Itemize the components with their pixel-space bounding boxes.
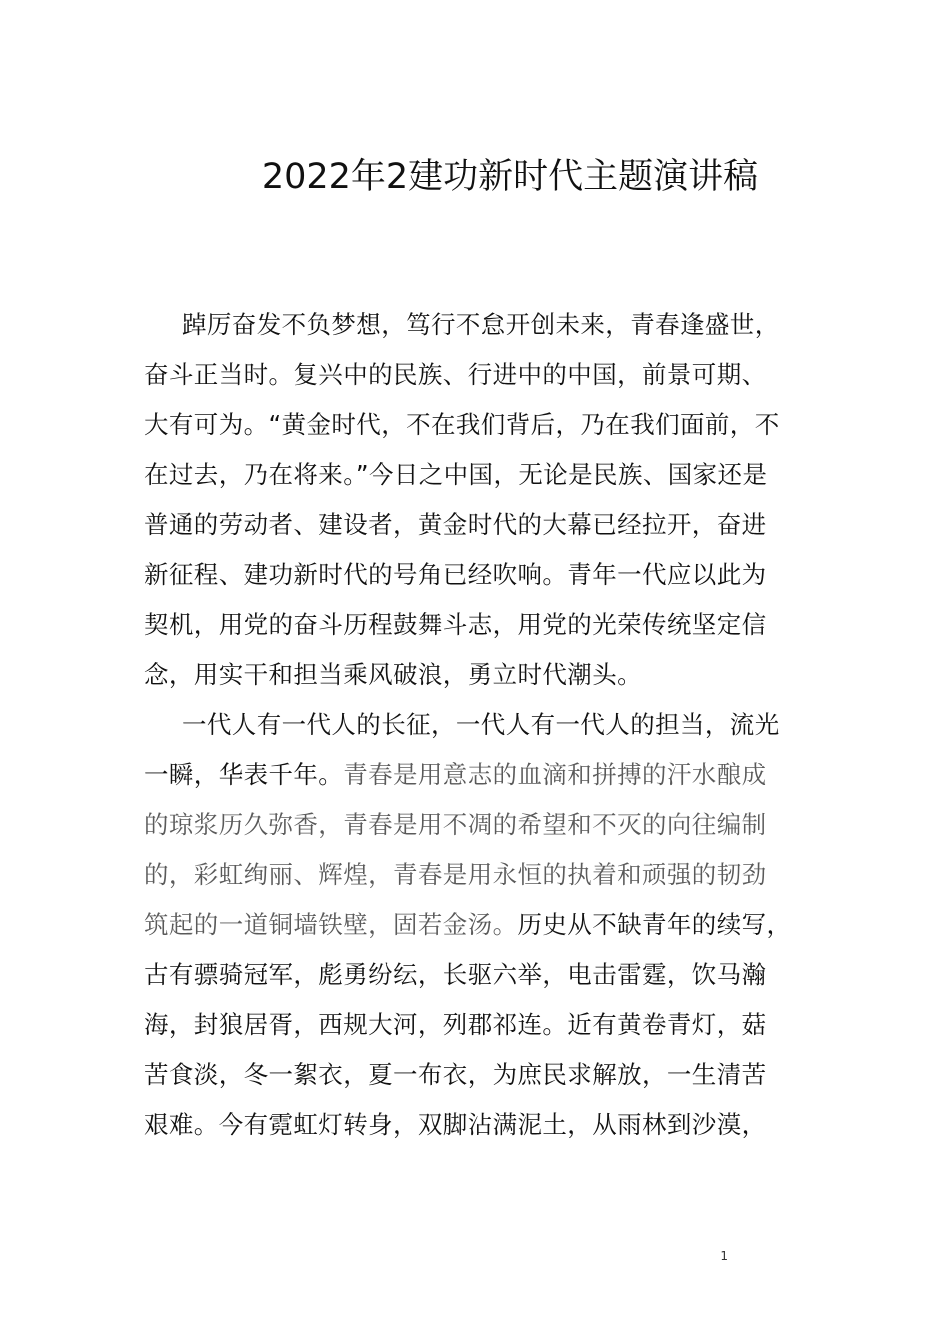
text-line: 的琼浆历久弥香，青春是用不凋的希望和不灭的向往编制 (144, 810, 767, 839)
document-title: 2022年2建功新时代主题演讲稿 (261, 157, 759, 197)
text-line: 大有可为。“黄金时代，不在我们背后，乃在我们面前，不 (144, 410, 780, 439)
text-line: 古有骠骑冠军，彪勇纷纭，长驱六举，电击雷霆，饮马瀚 (144, 960, 767, 989)
text-line: 新征程、建功新时代的号角已经吹响。青年一代应以此为 (144, 560, 767, 589)
text-line: 的，彩虹绚丽、辉煌，青春是用永恒的执着和顽强的韧劲 (144, 860, 767, 889)
text-line: 海，封狼居胥，西规大河，列郡祁连。近有黄卷青灯，菇 (144, 1010, 767, 1039)
text-line: 奋斗正当时。复兴中的民族、行进中的中国，前景可期、 (144, 360, 767, 389)
text-line: 一瞬，华表千年。青春是用意志的血滴和拼搏的汗水酿成 (144, 760, 767, 789)
text-line: 一代人有一代人的长征，一代人有一代人的担当，流光 (182, 710, 780, 739)
page-number: 1 (720, 1249, 728, 1263)
text-line: 苦食淡，冬一絮衣，夏一布衣，为庶民求解放，一生清苦 (144, 1060, 767, 1089)
text-line: 在过去，乃在将来。”今日之中国，无论是民族、国家还是 (144, 460, 768, 489)
text-line: 艰难。今有霓虹灯转身，双脚沾满泥土，从雨林到沙漠， (144, 1110, 767, 1139)
text-line: 踔厉奋发不负梦想，笃行不怠开创未来，青春逢盛世， (182, 310, 780, 339)
text-line: 普通的劳动者、建设者，黄金时代的大幕已经拉开，奋进 (144, 510, 767, 539)
text-line: 契机，用党的奋斗历程鼓舞斗志，用党的光荣传统坚定信 (144, 610, 767, 639)
document-body (144, 300, 834, 1150)
text-line: 念，用实干和担当乘风破浪，勇立时代潮头。 (144, 660, 642, 689)
text-line: 筑起的一道铜墙铁壁，固若金汤。历史从不缺青年的续写， (144, 910, 792, 939)
